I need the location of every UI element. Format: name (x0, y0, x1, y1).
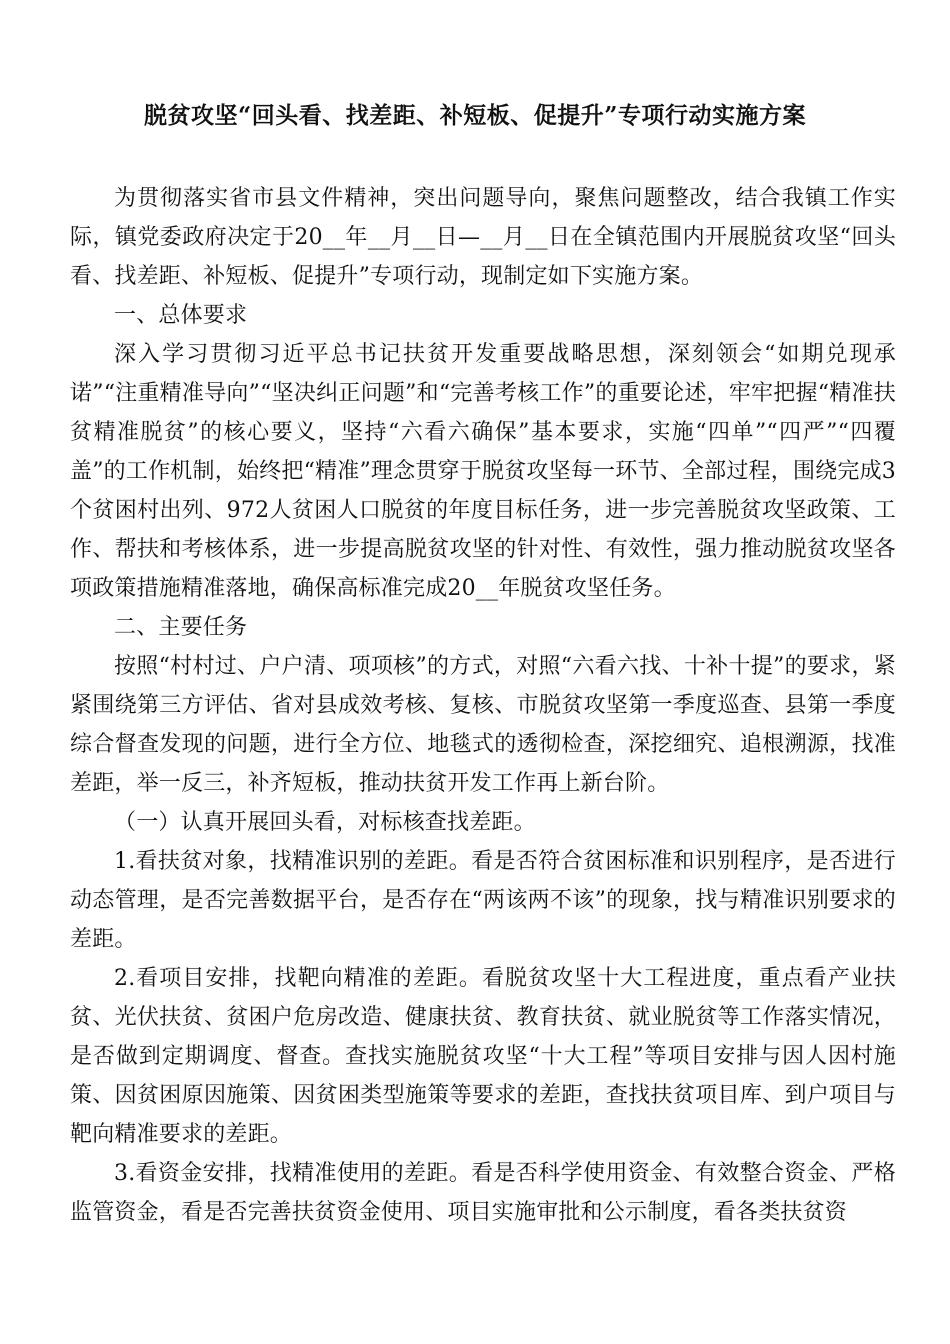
subsection-heading-review: （一）认真开展回头看，对标核查找差距。 (114, 810, 536, 835)
paragraph-item-3: 3.看资金安排，找精准使用的差距。看是否科学使用资金、有效整合资金、严格监管资金，看是否完善扶贫资金使用、项目实施审批和公示制度，看各类扶贫资 (70, 1161, 896, 1225)
section-heading-general-requirements: 一、总体要求 (114, 303, 248, 328)
document-title: 脱贫攻坚“回头看、找差距、补短板、促提升”专项行动实施方案 (144, 102, 806, 129)
paragraph-item-2: 2.看项目安排，找靶向精准的差距。看脱贫攻坚十大工程进度，重点看产业扶贫、光伏扶贫、贫困户危房改造、健康扶贫、教育扶贫、就业脱贫等工作落实情况，是否做到定期调度、督查。查找实施脱贫攻坚“十大工程”等项目安排与因人因村施策、因贫困原因施策、因贫困类型施策等要求的差距，查找扶贫项目库、到户项目与靶向精准要求的差距。 (70, 966, 896, 1147)
paragraph-general-requirements: 深入学习贯彻习近平总书记扶贫开发重要战略思想，深刻领会“如期兑现承诺”“注重精准导向”“坚决纠正问题”和“完善考核工作”的重要论述，牢牢把握“精准扶贫精准脱贫”的核心要义，坚持“六看六确保”基本要求，实施“四单”“四严”“四覆盖”的工作机制，始终把“精准”理念贯穿于脱贫攻坚每一环节、全部过程，围绕完成3个贫困村出列、972人贫困人口脱贫的年度目标任务，进一步完善脱贫攻坚政策、工作、帮扶和考核体系，进一步提高脱贫攻坚的针对性、有效性，强力推动脱贫攻坚各项政策措施精准落地，确保高标准完成20__年脱贫攻坚任务。 (70, 342, 896, 601)
paragraph-intro: 为贯彻落实省市县文件精神，突出问题导向，聚焦问题整改，结合我镇工作实际，镇党委政府决定于20__年__月__日—__月__日在全镇范围内开展脱贫攻坚“回头看、找差距、补短板、促提升”专项行动，现制定如下实施方案。 (70, 186, 896, 289)
paragraph-main-tasks: 按照“村村过、户户清、项项核”的方式，对照“六看六找、十补十提”的要求，紧紧围绕第三方评估、省对县成效考核、复核、市脱贫攻坚第一季度巡查、县第一季度综合督查发现的问题，进行全方位、地毯式的透彻检查，深挖细究、追根溯源，找准差距，举一反三，补齐短板，推动扶贫开发工作再上新台阶。 (70, 654, 896, 796)
document-body (70, 179, 896, 1232)
section-heading-main-tasks: 二、主要任务 (114, 615, 248, 640)
paragraph-item-1: 1.看扶贫对象，找精准识别的差距。看是否符合贫困标准和识别程序，是否进行动态管理，是否完善数据平台，是否存在“两该两不该”的现象，找与精准识别要求的差距。 (70, 849, 896, 952)
